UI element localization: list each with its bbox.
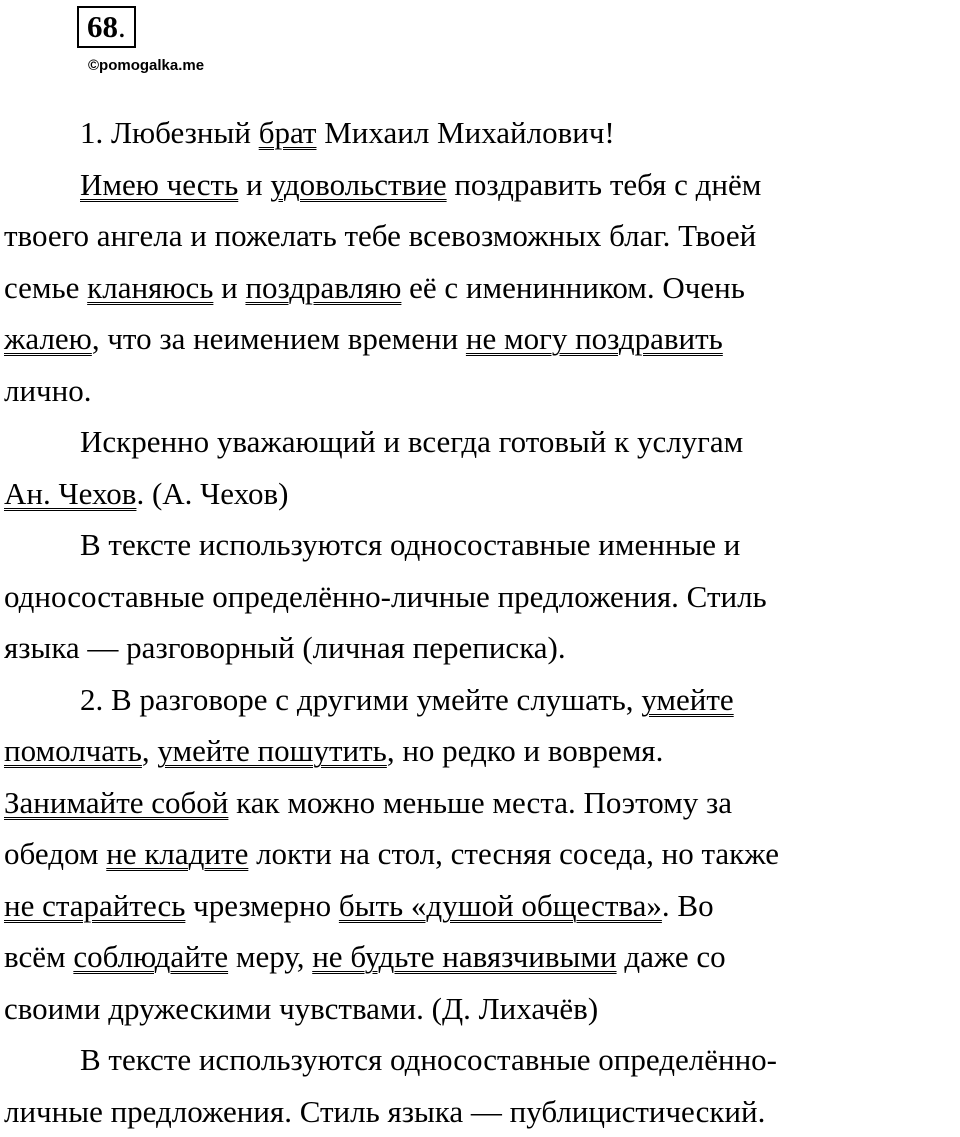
- underlined-predicate: помолчать: [4, 733, 142, 768]
- text-segment: её с именинником. Очень: [401, 270, 744, 305]
- underlined-predicate: не будьте навязчивыми: [312, 939, 616, 974]
- text-segment: чрезмерно: [185, 888, 339, 923]
- text-segment: как можно меньше места. Поэтому за: [228, 785, 732, 820]
- text-segment: и: [238, 167, 270, 202]
- text-segment: всём: [4, 939, 73, 974]
- text-line: [4, 107, 960, 159]
- text-segment: . (А. Чехов): [136, 476, 288, 511]
- underlined-predicate: быть «душой общества»: [339, 888, 662, 923]
- text-segment: В тексте используются односоставные именные и: [80, 527, 740, 562]
- underlined-predicate: соблюдайте: [73, 939, 228, 974]
- underlined-predicate: удовольствие: [270, 167, 446, 202]
- text-line: [4, 365, 960, 417]
- text-segment: и: [213, 270, 245, 305]
- text-segment: семье: [4, 270, 87, 305]
- underlined-predicate: жалею: [4, 321, 92, 356]
- text-segment: . Во: [662, 888, 714, 923]
- underlined-predicate: Ан. Чехов: [4, 476, 136, 511]
- text-line: [4, 1086, 960, 1137]
- text-line: [4, 210, 960, 262]
- task-number-box: [77, 6, 136, 48]
- text-segment: даже со: [617, 939, 726, 974]
- text-segment: твоего ангела и пожелать тебе всевозможных благ. Твоей: [4, 218, 756, 253]
- text-line: [4, 777, 960, 829]
- underlined-predicate: умейте пошутить: [157, 733, 386, 768]
- text-segment: локти на стол, стесняя соседа, но также: [248, 836, 779, 871]
- text-segment: своими дружескими чувствами. (Д. Лихачёв): [4, 991, 598, 1026]
- underlined-predicate: кланяюсь: [87, 270, 213, 305]
- text-segment: лично.: [4, 373, 92, 408]
- underlined-predicate: не кладите: [106, 836, 248, 871]
- text-line: [4, 622, 960, 674]
- underlined-predicate: умейте: [641, 682, 733, 717]
- text-segment: односоставные определённо-личные предложения. Стиль: [4, 579, 767, 614]
- text-line: [4, 1034, 960, 1086]
- text-line: [4, 262, 960, 314]
- text-line: [4, 674, 960, 726]
- underlined-predicate: Занимайте собой: [4, 785, 228, 820]
- text-segment: языка — разговорный (личная переписка).: [4, 630, 566, 665]
- text-line: [4, 931, 960, 983]
- task-number: 68: [87, 9, 118, 44]
- text-line: [4, 983, 960, 1035]
- watermark: ©pomogalka.me: [88, 56, 204, 76]
- text-line: [4, 725, 960, 777]
- text-segment: меру,: [228, 939, 312, 974]
- text-segment: Михаил Михайлович!: [316, 115, 614, 150]
- text-line: [4, 828, 960, 880]
- text-line: [4, 880, 960, 932]
- text-segment: ,: [142, 733, 158, 768]
- text-line: [4, 519, 960, 571]
- text-line: [4, 416, 960, 468]
- underlined-predicate: не старайтесь: [4, 888, 185, 923]
- text-line: [4, 468, 960, 520]
- text-segment: Искренно уважающий и всегда готовый к услугам: [80, 424, 743, 459]
- text-segment: , но редко и вовремя.: [387, 733, 664, 768]
- text-line: [4, 159, 960, 211]
- text-segment: 1. Любезный: [80, 115, 259, 150]
- text-segment: обедом: [4, 836, 106, 871]
- task-number-dot: .: [118, 9, 126, 44]
- text-segment: личные предложения. Стиль языка — публицистический.: [4, 1094, 765, 1129]
- text-segment: 2. В разговоре с другими умейте слушать,: [80, 682, 641, 717]
- underlined-predicate: Имею честь: [80, 167, 238, 202]
- text-segment: , что за неимением времени: [92, 321, 466, 356]
- text-segment: В тексте используются односоставные определённо-: [80, 1042, 777, 1077]
- underlined-predicate: поздравляю: [245, 270, 401, 305]
- text-line: [4, 313, 960, 365]
- text-segment: поздравить тебя с днём: [447, 167, 762, 202]
- underlined-predicate: не могу поздравить: [466, 321, 723, 356]
- text-line: [4, 571, 960, 623]
- exercise-text: [4, 107, 960, 1137]
- underlined-predicate: брат: [259, 115, 317, 150]
